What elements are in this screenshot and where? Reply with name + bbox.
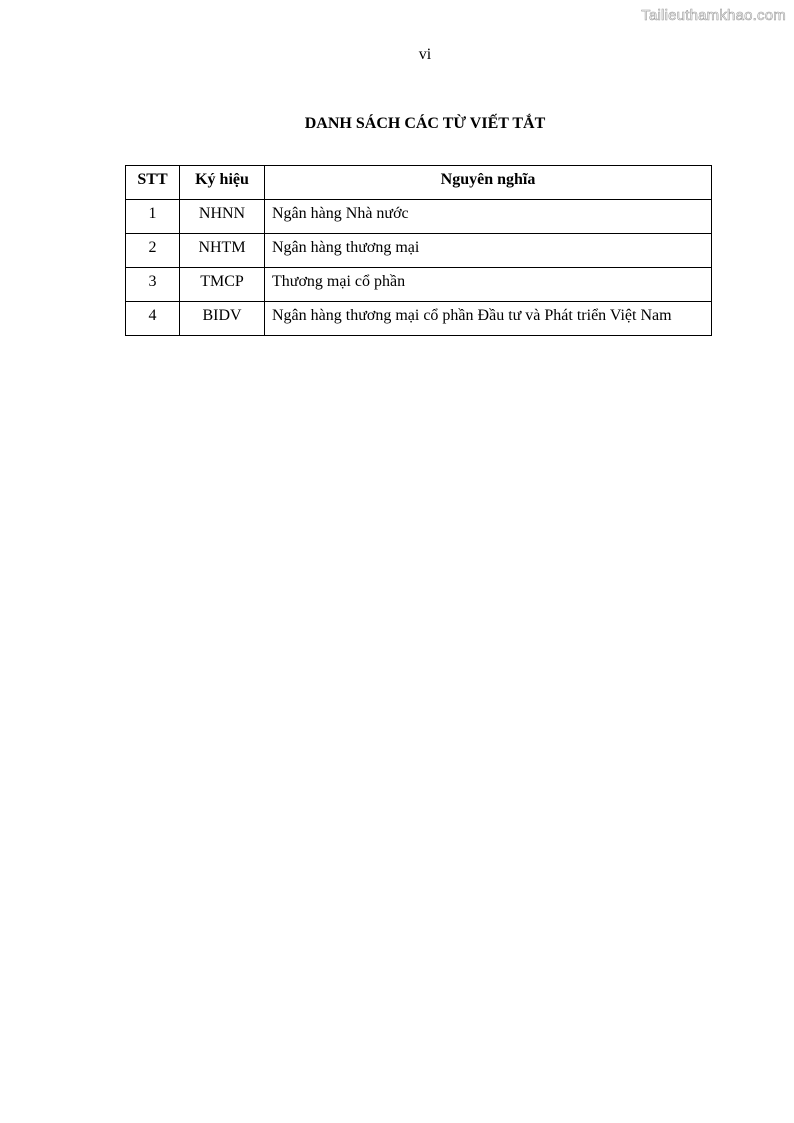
cell-nguyen-nghia: Thương mại cổ phần [265,268,712,302]
cell-nguyen-nghia: Ngân hàng Nhà nước [265,200,712,234]
cell-stt: 1 [126,200,180,234]
cell-stt: 4 [126,302,180,336]
watermark-text: Tailieuthamkhao.com [641,7,786,24]
table-row [126,302,712,336]
cell-ky-hieu: NHTM [180,234,265,268]
table-header-row [126,166,712,200]
page-number: vi [418,46,432,63]
page-title: DANH SÁCH CÁC TỪ VIẾT TẮT [304,115,546,132]
abbreviations-table [125,165,712,336]
column-header-nguyen-nghia: Nguyên nghĩa [265,166,712,200]
cell-nguyen-nghia: Ngân hàng thương mại cổ phần Đầu tư và Phát triển Việt Nam [265,302,712,336]
cell-nguyen-nghia: Ngân hàng thương mại [265,234,712,268]
cell-stt: 3 [126,268,180,302]
column-header-stt: STT [126,166,180,200]
table-row [126,234,712,268]
column-header-ky-hieu: Ký hiệu [180,166,265,200]
table-row [126,268,712,302]
cell-stt: 2 [126,234,180,268]
cell-ky-hieu: NHNN [180,200,265,234]
cell-ky-hieu: TMCP [180,268,265,302]
cell-ky-hieu: BIDV [180,302,265,336]
table-row [126,200,712,234]
